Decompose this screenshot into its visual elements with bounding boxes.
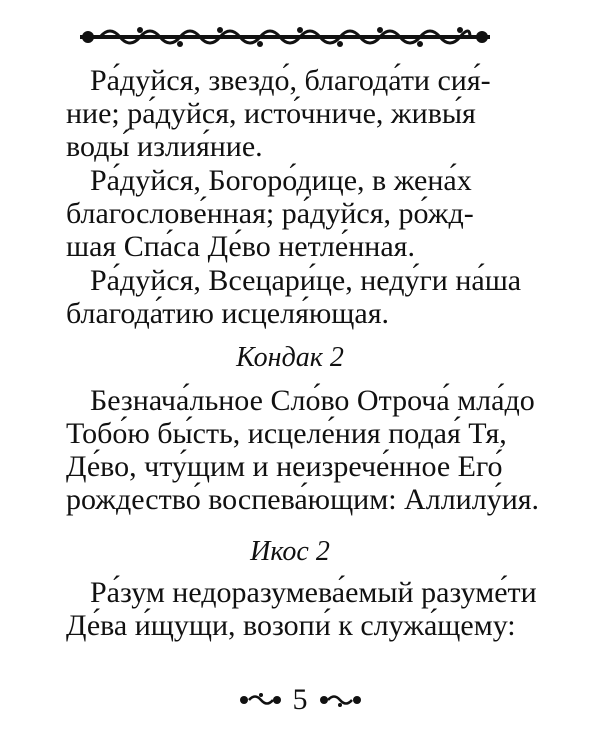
ikos-heading: Икос 2 xyxy=(250,536,330,567)
text-line: Ра́дуйся, звездо́, благода́ти сия́- xyxy=(90,64,491,97)
text-line: воды́ излия́ние. xyxy=(66,130,263,163)
text-line: Тобо́ю бы́сть, исцеле́ния подая́ Тя, xyxy=(66,417,507,450)
text-line: Ра́дуйся, Всецари́це, неду́ги на́ша xyxy=(90,264,522,297)
kondak-heading: Кондак 2 xyxy=(236,342,344,373)
paragraph-2 xyxy=(66,164,512,263)
ornamental-border-top xyxy=(80,26,490,48)
page-number: 5 xyxy=(292,683,308,716)
text-line: рождество́ воспева́ющим: Аллилу́ия. xyxy=(66,483,540,516)
footer-ornament-right xyxy=(318,693,362,707)
text-line: Де́ва и́щущи, возопи́ к служа́щему: xyxy=(66,609,516,642)
text-line: ние; ра́дуйся, исто́чниче, живы́я xyxy=(66,97,476,130)
paragraph-1 xyxy=(66,64,512,163)
text-line: Ра́зум недоразумева́емый разуме́ти xyxy=(90,576,537,609)
text-line: благослове́нная; ра́дуйся, ро́жд- xyxy=(66,197,474,230)
paragraph-3 xyxy=(66,264,522,330)
text-line: шая Спа́са Де́во нетле́нная. xyxy=(66,230,415,263)
text-line: благода́тию исцеля́ющая. xyxy=(66,297,390,330)
text-line: Ра́дуйся, Богоро́дице, в жена́х xyxy=(90,164,472,197)
footer-ornament-left xyxy=(239,693,283,707)
kondak-text xyxy=(66,384,540,516)
ikos-text xyxy=(66,576,537,642)
text-line: Де́во, чту́щим и неизрече́нное Его́ xyxy=(66,450,503,483)
text-line: Безнача́льное Сло́во Отроча́ мла́до xyxy=(90,384,535,417)
page-footer xyxy=(0,680,600,720)
